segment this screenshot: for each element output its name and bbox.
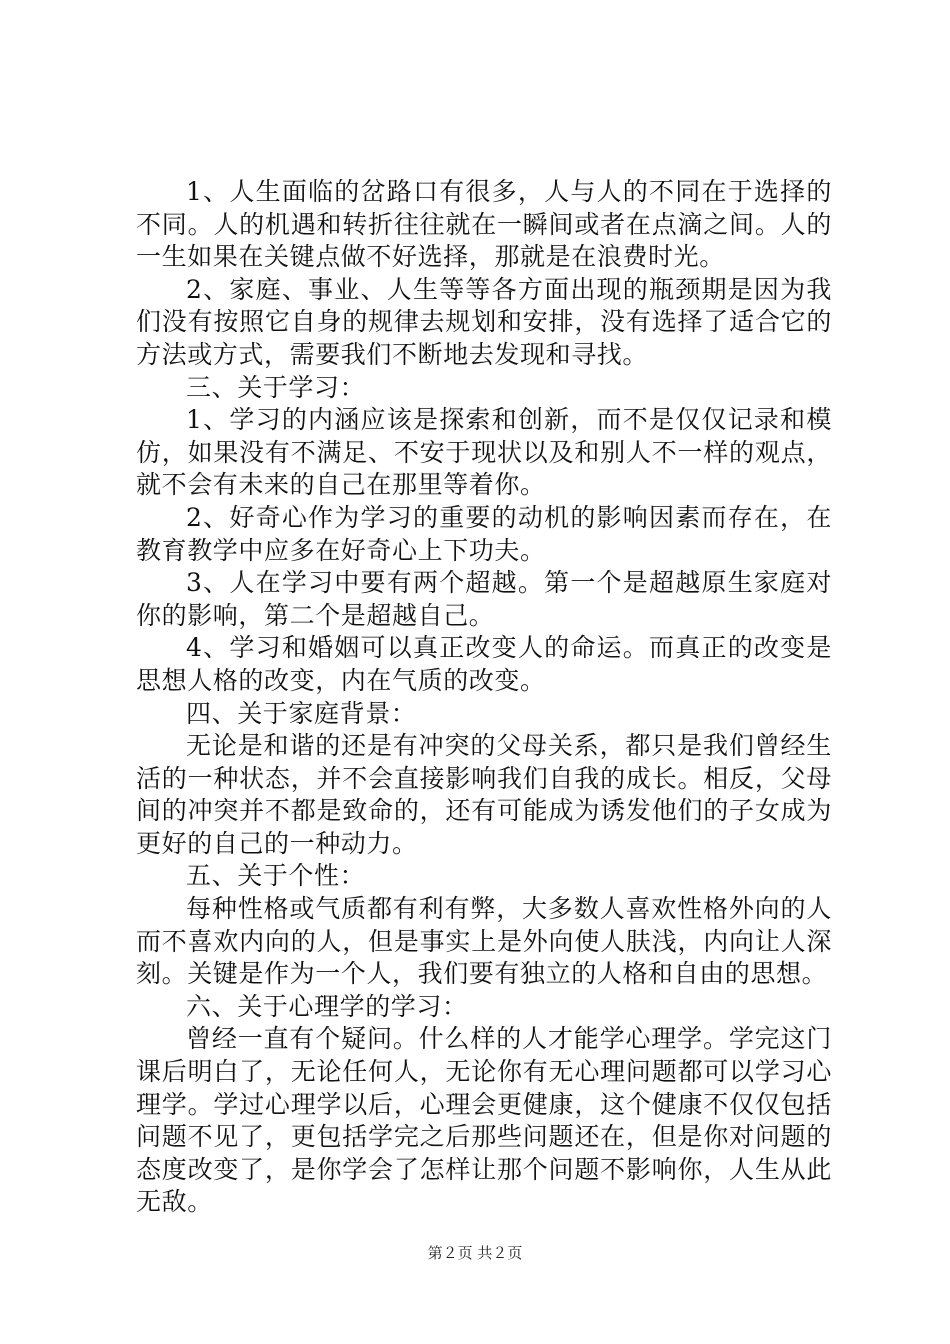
section-heading-study: 三、关于学习： bbox=[186, 372, 366, 402]
page-footer bbox=[0, 1243, 950, 1263]
paragraph-9: 曾经一直有个疑问。什么样的人才能学心理学。学完这门课后明白了，无论任何人，无论你有无心理问题都可以学习心理学。学过心理学以后，心理会更健康，这个健康不仅仅包括问题不见了，更包括学完之后那些问题还在，但是你对问题的态度改变了，是你学会了怎样让那个问题不影响你，人生从此无敌。 bbox=[136, 1024, 832, 1217]
section-heading-personality: 五、关于个性： bbox=[186, 861, 366, 891]
paragraph-5: 3、人在学习中要有两个超越。第一个是超越原生家庭对你的影响，第二个是超越自己。 bbox=[136, 568, 832, 630]
section-heading-psychology: 六、关于心理学的学习： bbox=[186, 991, 468, 1021]
paragraph-6: 4、学习和婚姻可以真正改变人的命运。而真正的改变是思想人格的改变，内在气质的改变。 bbox=[136, 633, 832, 695]
section-heading-family: 四、关于家庭背景： bbox=[186, 698, 417, 728]
paragraph-8: 每种性格或气质都有利有弊，大多数人喜欢性格外向的人而不喜欢内向的人，但是事实上是外向使人肤浅，内向让人深刻。关键是作为一个人，我们要有独立的人格和自由的思想。 bbox=[136, 894, 832, 989]
paragraph-2: 2、家庭、事业、人生等等各方面出现的瓶颈期是因为我们没有按照它自身的规律去规划和安排，没有选择了适合它的方法或方式，需要我们不断地去发现和寻找。 bbox=[136, 274, 832, 369]
paragraph-4: 2、好奇心作为学习的重要的动机的影响因素而存在，在教育教学中应多在好奇心上下功夫。 bbox=[136, 502, 832, 565]
paragraph-7: 无论是和谐的还是有冲突的父母关系，都只是我们曾经生活的一种状态，并不会直接影响我们自我的成长。相反，父母间的冲突并不都是致命的，还有可能成为诱发他们的子女成为更好的自己的一种动力。 bbox=[136, 731, 832, 858]
page-number-label: 第２页 共２页 bbox=[427, 1244, 523, 1262]
document-body bbox=[136, 176, 832, 1219]
paragraph-3: 1、学习的内涵应该是探索和创新，而不是仅仅记录和模仿，如果没有不满足、不安于现状以及和别人不一样的观点，就不会有未来的自己在那里等着你。 bbox=[136, 405, 832, 500]
paragraph-1: 1、人生面临的岔路口有很多，人与人的不同在于选择的不同。人的机遇和转折往往就在一瞬间或者在点滴之间。人的一生如果在关键点做不好选择，那就是在浪费时光。 bbox=[136, 177, 832, 272]
